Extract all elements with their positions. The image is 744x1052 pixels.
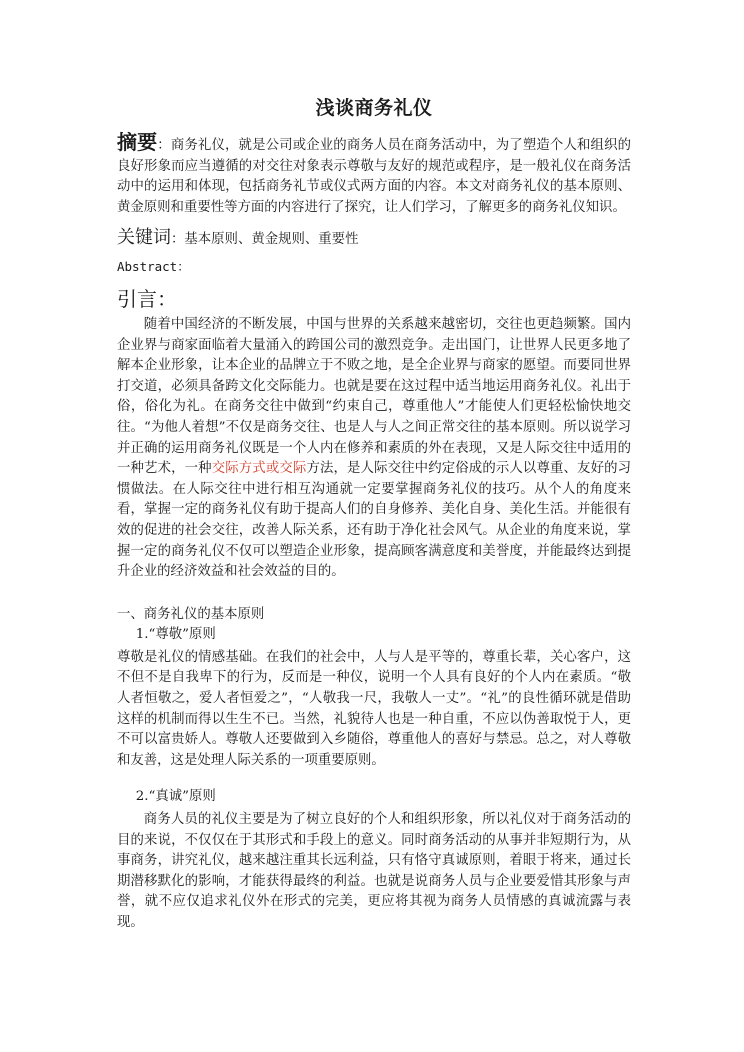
- keywords-label: 关键词: [117, 227, 171, 249]
- keywords-colon: ：: [171, 232, 185, 248]
- keywords-section: [117, 228, 631, 251]
- intro-text-part-1: 随着中国经济的不断发展，中国与世界的关系越来越密切，交往也更趋频繁。国内企业界与商家面临着大量涌入的跨国公司的激烈竞争。走出国门，让世界人民更多地了解本企业形象，让本企业的品牌立于不败之地，是全企业界与商家的愿望。而要同世界打交道，必须具备跨文化交际能力。也就是要在这过程中适当地运用商务礼仪。礼出于俗，俗化为礼。在商务交往中做到“约束自己，尊重他人”才能使人们更轻松愉快地交往。“为他人着想”不仅是商务交往、也是人与人之间正常交往的基本原则。所以说学习并正确的运用商务礼仪既是一个人内在修养和素质的外在表现，又是人际交往中适用的一种艺术，一种: [117, 316, 631, 477]
- section-1-2-heading: 2.“真诚”原则: [135, 789, 216, 805]
- intro-text-part-2: 方法，是人际交往中约定俗成的示人以尊重、友好的习惯做法。在人际交往中进行相互沟通就一定要掌握商务礼仪的技巧。从个人的角度来看，掌握一定的商务礼仪有助于提高人们的自身修养、美化自身、美化生活。并能很有效的促进的社会交往，改善人际关系，还有助于净化社会风气。从企业的角度来说，掌握一定的商务礼仪不仅可以塑造企业形象，提高顾客满意度和美誉度，并能最终达到提升企业的经济效益和社会效益的目的。: [117, 461, 632, 580]
- section-1-1-heading: 1.“尊敬”原则: [135, 627, 216, 643]
- abstract-colon: ：: [157, 138, 171, 153]
- intro-paragraph: [117, 315, 631, 583]
- spacer: [117, 771, 631, 787]
- document-page: [117, 96, 631, 934]
- section-1-2-paragraph: 商务人员的礼仪主要是为了树立良好的个人和组织形象，所以礼仪对于商务活动的目的来说，不仅仅在于其形式和手段上的意义。同时商务活动的从事并非短期行为，从事商务，讲究礼仪，越来越注重其长远利益，只有恪守真诚原则，着眼于将来，通过长期潜移默化的影响，才能获得最终的利益。也就是说商务人员与企业要爱惜其形象与声誉，就不应仅追求礼仪外在形式的完美，更应将其视为商务人员情感的真诚流露与表现。: [117, 812, 631, 930]
- intro-heading: 引言：: [117, 286, 177, 311]
- keywords-text: 基本原则、黄金规则、重要性: [184, 232, 359, 248]
- document-title: 浅谈商务礼仪: [315, 97, 433, 119]
- intro-highlighted-text: 交际方式或交际: [211, 461, 307, 477]
- section-1-1-paragraph: 尊敬是礼仪的情感基础。在我们的社会中，人与人是平等的，尊重长辈，关心客户，这不但不是自我卑下的行为，反而是一种仪，说明一个人具有良好的个人内在素质。“敬人者恒敬之，爱人者恒爱之”，“人敬我一尺，我敬人一丈”。“礼”的良性循环就是借助这样的机制而得以生生不已。当然，礼貌待人也是一种自重，不应以伪善取悦于人，更不可以富贵娇人。尊敬人还要做到入乡随俗，尊重他人的喜好与禁忌。总之，对人尊敬和友善，这是处理人际关系的一项重要原则。: [117, 649, 631, 768]
- english-abstract-label: Abstract：: [117, 258, 190, 274]
- abstract-label: 摘要: [117, 130, 158, 154]
- section-1-heading: 一、商务礼仪的基本原则: [117, 606, 265, 622]
- abstract-text: 商务礼仪，就是公司或企业的商务人员在商务活动中，为了塑造个人和组织的良好形象而应当遵循的对交往对象表示尊敬与友好的规范或程序，是一般礼仪在商务活动中的运用和体现，包括商务礼节或仪式两方面的内容。本文对商务礼仪的基本原则、黄金原则和重要性等方面的内容进行了探究，让人们学习，了解更多的商务礼仪知识。: [117, 138, 632, 215]
- abstract-section: [117, 132, 631, 218]
